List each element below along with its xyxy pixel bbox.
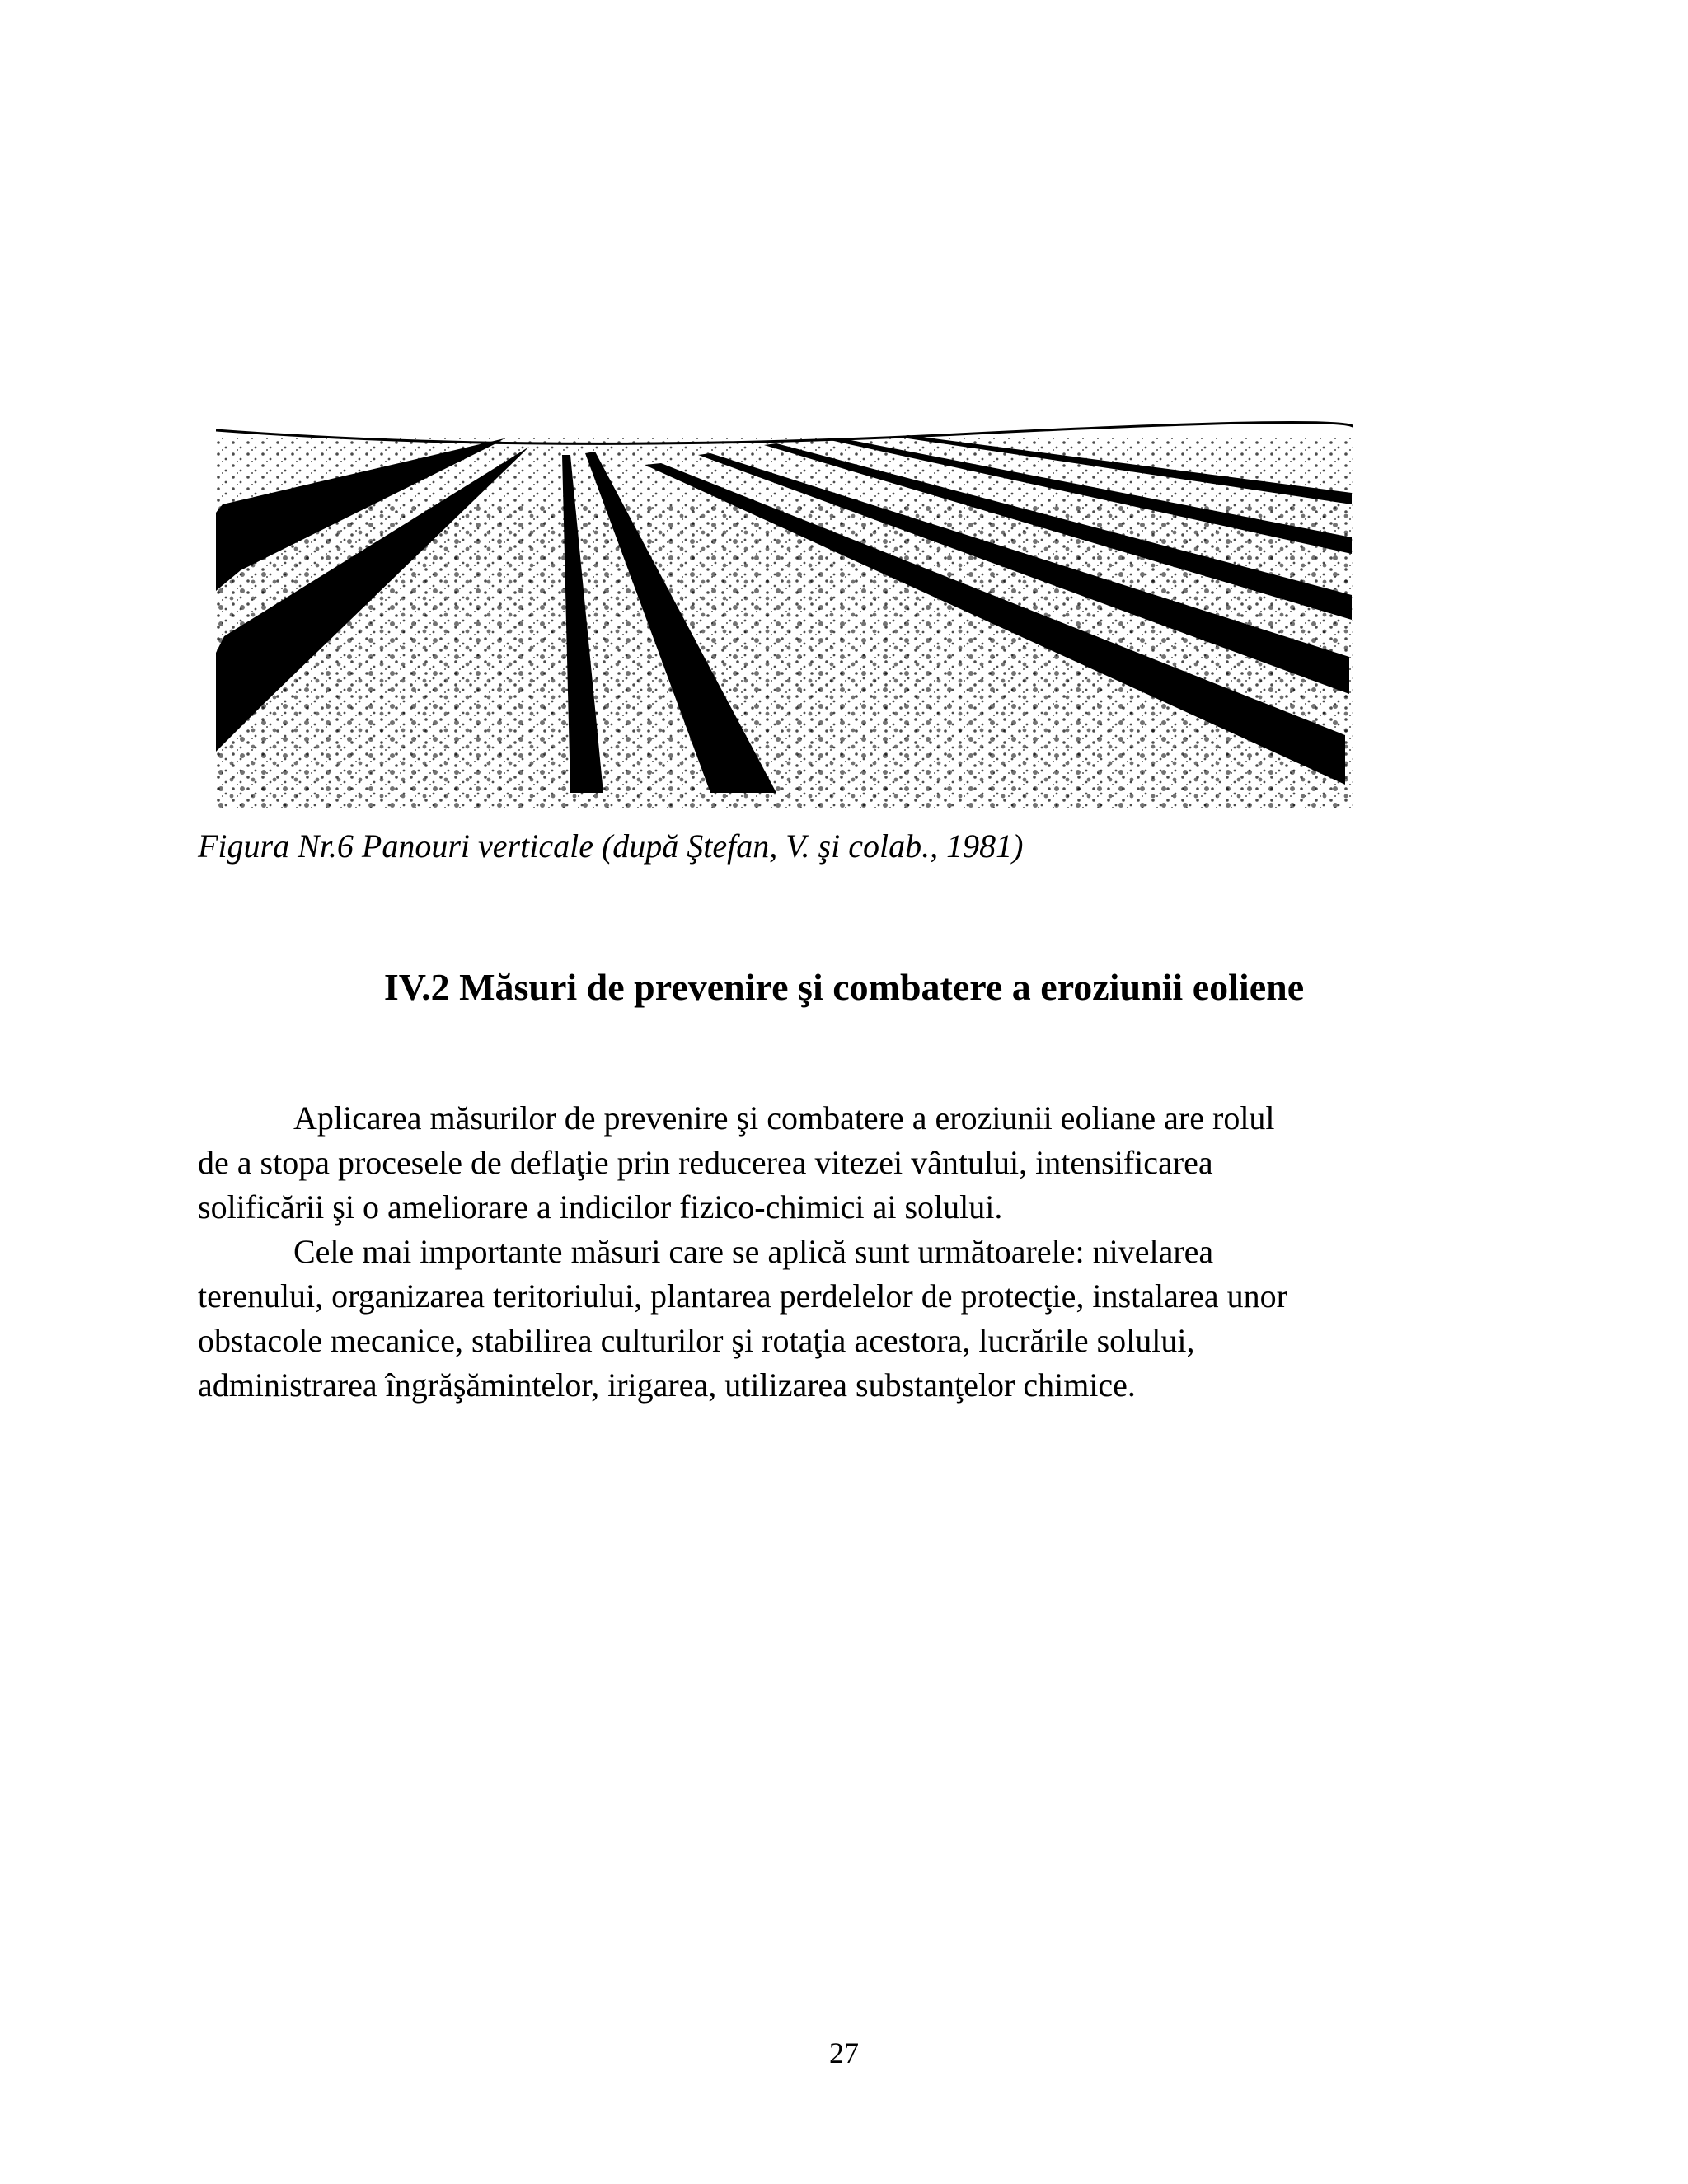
paragraph-2-line-1: Cele mai importante măsuri care se aplică sunt următoarele: nivelarea [293,1233,1214,1270]
paragraph-1-line-3: solificării şi o ameliorare a indicilor fizico-chimici ai solului. [198,1188,1003,1226]
paragraph-1-line-2: de a stopa procesele de deflaţie prin reducerea vitezei vântului, intensificarea [198,1144,1213,1181]
paragraph-1-line-1: Aplicarea măsurilor de prevenire şi combatere a eroziunii eoliane are rolul [293,1099,1275,1137]
section-heading: IV.2 Măsuri de prevenire şi combatere a eroziunii eoliene [383,966,1305,1008]
field-panels-illustration [216,405,1353,809]
figure-vertical-panels [216,405,1353,809]
figure-caption: Figura Nr.6 Panouri verticale (după Ştefan, V. şi colab., 1981) [198,827,1024,865]
paragraph-2-line-2: terenului, organizarea teritoriului, plantarea perdelelor de protecţie, instalarea unor [198,1277,1287,1315]
body-text [198,1096,1500,1408]
paragraph-2-line-3: obstacole mecanice, stabilirea culturilor şi rotaţia acestora, lucrările solului, [198,1322,1195,1359]
page-number: 27 [829,2036,859,2069]
paragraph-2-line-4: administrarea îngrăşămintelor, irigarea, utilizarea substanţelor chimice. [198,1366,1136,1404]
